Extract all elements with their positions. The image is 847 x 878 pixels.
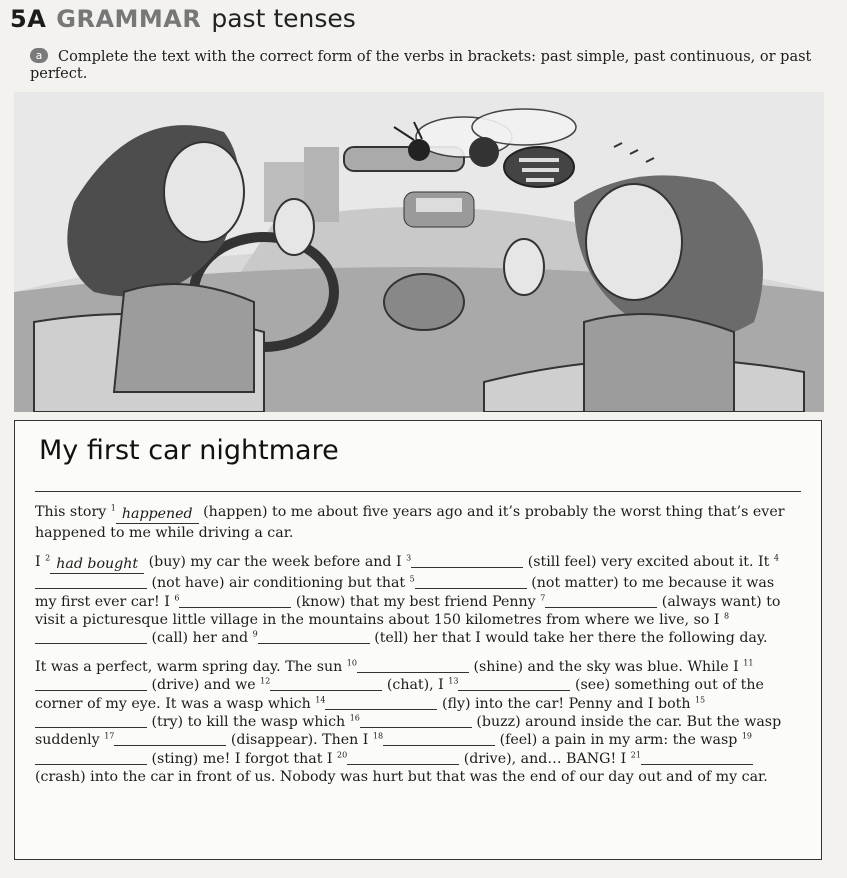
story-text-span: I xyxy=(35,553,46,570)
gap-number: 20 xyxy=(337,750,348,760)
gap-number: 17 xyxy=(104,731,115,741)
story-text-span: (always want) to visit a picturesque little village in the mountains about 150 kilometres from where we live, so I xyxy=(35,593,781,629)
gap-1-answer: happened xyxy=(116,505,199,524)
gap-17-input[interactable] xyxy=(114,731,226,746)
story-title: My first car nightmare xyxy=(39,435,339,466)
story-text-span: (disappear). Then I xyxy=(226,732,373,749)
gap-number: 21 xyxy=(630,750,641,760)
topic-label: past tenses xyxy=(211,4,356,33)
gap-7-input[interactable] xyxy=(545,593,657,608)
gap-number: 1 xyxy=(110,503,116,513)
gap-9-input[interactable] xyxy=(258,629,370,644)
gap-21-input[interactable] xyxy=(641,750,753,765)
story-text-span: (not have) air conditioning but that xyxy=(147,575,410,592)
gap-18-input[interactable] xyxy=(383,731,495,746)
unit-code: 5A xyxy=(10,5,47,33)
gap-11-input[interactable] xyxy=(35,676,147,691)
gap-number: 8 xyxy=(724,611,730,621)
gap-number: 18 xyxy=(372,731,384,741)
car-wasp-illustration xyxy=(14,92,824,412)
gap-8-input[interactable] xyxy=(35,629,147,644)
gap-number: 11 xyxy=(743,658,754,668)
distant-car-icon xyxy=(404,192,474,227)
gap-2-answer: had bought xyxy=(50,555,144,574)
story-text-span: (chat), I xyxy=(382,677,449,694)
story-text-span: (fly) into the car! Penny and I both xyxy=(437,695,695,712)
gap-15-input[interactable] xyxy=(35,713,147,728)
gap-4-input[interactable] xyxy=(35,574,147,589)
story-text-span: (sting) me! I forgot that I xyxy=(147,750,338,767)
gap-16-input[interactable] xyxy=(360,713,472,728)
gap-number: 19 xyxy=(741,731,753,741)
gap-number: 16 xyxy=(349,713,360,723)
gap-number: 15 xyxy=(694,694,706,704)
story-text-span: (still feel) very excited about it. It xyxy=(523,553,774,570)
story-text-span: (see) something out of the corner of my eye. It was a wasp which xyxy=(35,677,764,712)
story-text xyxy=(35,503,795,797)
gap-number: 5 xyxy=(409,574,415,584)
story-text-span: (feel) a pain in my arm: the wasp xyxy=(495,732,742,749)
gap-10-input[interactable] xyxy=(357,658,469,673)
gap-3-input[interactable] xyxy=(411,553,523,568)
story-text-span: (crash) into the car in front of us. Nobody was hurt but that was the end of our day out and of my car. xyxy=(35,769,768,786)
gap-13-input[interactable] xyxy=(458,676,570,691)
gap-number: 3 xyxy=(406,553,412,563)
gap-number: 7 xyxy=(540,592,546,602)
story-text-span: (buy) my car the week before and I xyxy=(144,553,407,570)
gap-6-input[interactable] xyxy=(179,593,291,608)
story-text-span: (call) her and xyxy=(147,630,253,647)
story-text-span: It was a perfect, warm spring day. The sun xyxy=(35,658,347,675)
gap-number: 2 xyxy=(45,553,51,563)
gap-19-input[interactable] xyxy=(35,750,147,765)
gap-number: 13 xyxy=(448,676,459,686)
story-paragraph-3 xyxy=(35,658,795,787)
section-label: GRAMMAR xyxy=(56,5,202,33)
story-text-span: (try) to kill the wasp which xyxy=(147,714,350,731)
story-paragraph-2 xyxy=(35,553,795,648)
story-text-span: (happen) to me about five years ago and it’s probably the worst thing that’s ever happened to me while driving a car. xyxy=(35,504,785,542)
story-box xyxy=(14,420,822,860)
story-text-span: (not matter) to me because it was my first ever car! I xyxy=(35,575,775,610)
gap-20-input[interactable] xyxy=(347,750,459,765)
gap-number: 10 xyxy=(346,658,357,668)
exercise-badge: a xyxy=(30,48,48,63)
gap-number: 9 xyxy=(252,629,258,639)
story-paragraph-1 xyxy=(35,503,795,543)
gap-number: 12 xyxy=(260,676,271,686)
gap-5-input[interactable] xyxy=(415,574,527,589)
story-text-span: (tell) her that I would take her there the following day. xyxy=(369,630,768,647)
gap-number: 14 xyxy=(315,694,326,704)
story-text-span: (shine) and the sky was blue. While I xyxy=(468,658,744,675)
story-text-span: This story xyxy=(35,504,111,520)
story-text-span: (know) that my best friend Penny xyxy=(291,593,541,610)
page-header xyxy=(10,4,356,38)
title-divider xyxy=(35,491,801,492)
instruction-text: Complete the text with the correct form of the verbs in brackets: past simple, past continuous, or past perfect. xyxy=(30,49,812,82)
story-text-span: (drive) and we xyxy=(147,677,261,694)
gap-14-input[interactable] xyxy=(325,695,437,710)
gap-number: 6 xyxy=(174,592,180,602)
story-text-span: (buzz) around inside the car. But the wasp suddenly xyxy=(35,714,782,749)
gap-12-input[interactable] xyxy=(270,676,382,691)
story-text-span: (drive), and… BANG! I xyxy=(459,750,631,767)
gap-number: 4 xyxy=(773,553,779,563)
exercise-instruction xyxy=(30,48,820,83)
